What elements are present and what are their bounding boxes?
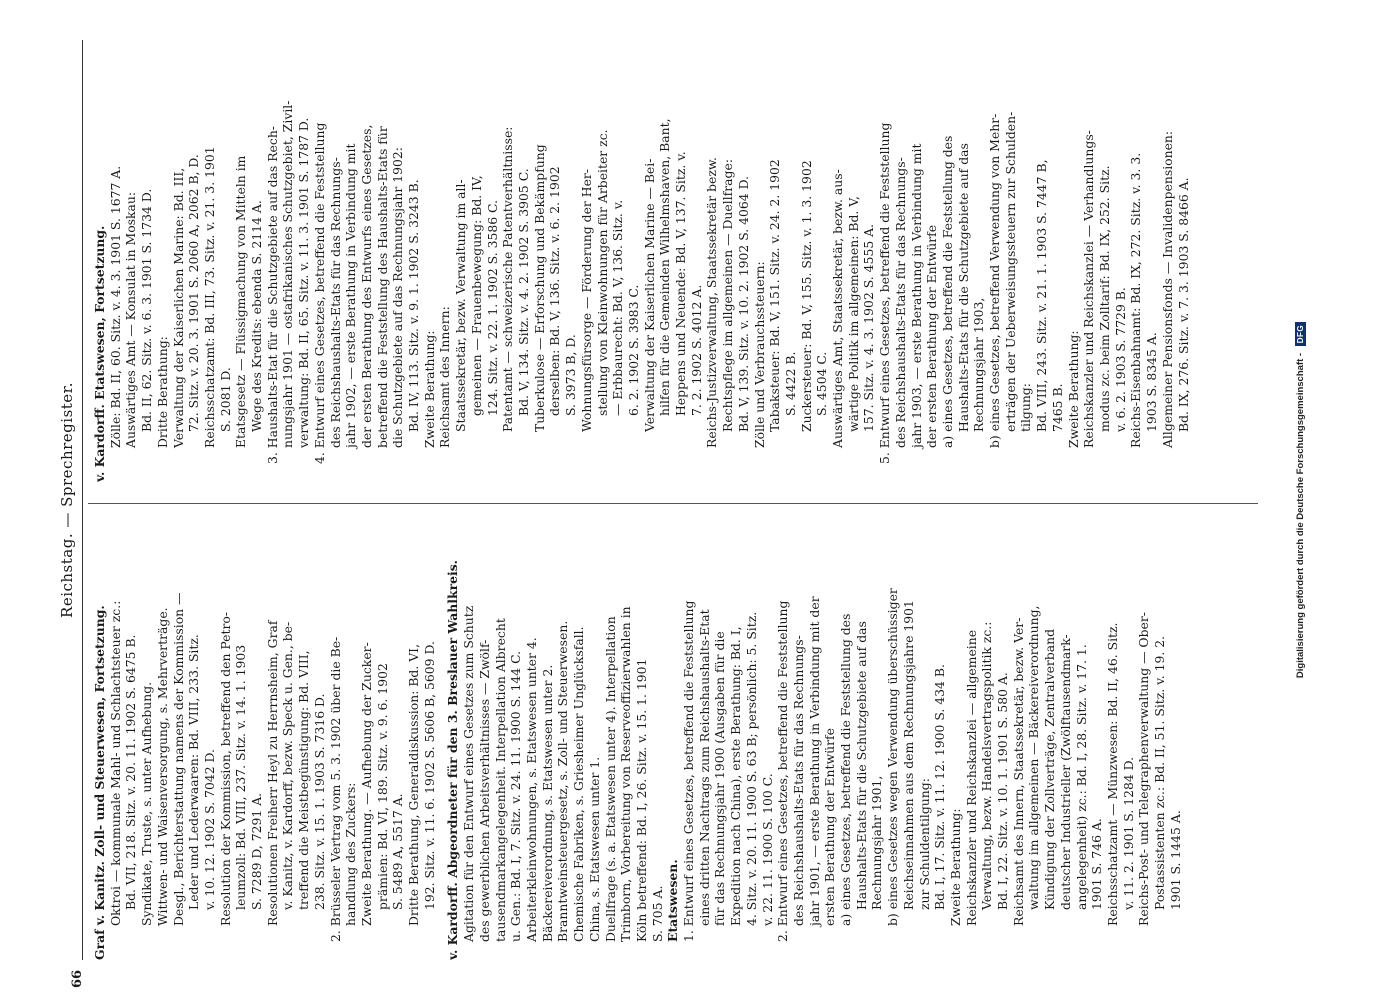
index-line: Etatsgesetz — Flüssigmachung von Mitteln im <box>233 155 249 448</box>
credit-text: Digitalisierung gefördert durch die Deutsche Forschungsgemeinschaft - <box>1295 352 1306 679</box>
index-line: verwaltung: Bd. II, 65. Sitz. v. 11. 3. 1901 S. 1787 D. <box>296 117 312 448</box>
index-line: Kündigung der Zollverträge, Zentralverband <box>1042 628 1058 910</box>
index-line: Duellfrage (s. a. Etatswesen unter 4). Interpellation <box>602 616 618 942</box>
index-line: Rechtspflege im allgemeinen — Duellfrage: <box>720 159 736 432</box>
index-line: Haushalts-Etats für die Schutzgebiete auf das <box>955 143 971 432</box>
index-line: handlung des Zuckers: <box>343 782 359 926</box>
index-line: b) eines Gesetzes wegen Verwendung überschüssiger <box>885 588 901 926</box>
index-line: Bd. IX, 276. Sitz. v. 7. 3. 1903 S. 8466 A. <box>1175 177 1191 432</box>
right-column <box>92 12 1191 482</box>
index-line: Resolution der Kommission, betreffend den Petro- <box>217 611 233 926</box>
index-line: S. 2081 D. <box>217 367 233 432</box>
index-line: S. 4504 C. <box>814 351 830 416</box>
index-line: Graf v. Kanitz. Zoll- und Steuerwesen, Fortsetzung. <box>92 605 107 960</box>
digitization-credit <box>1295 0 1306 1000</box>
index-line: eines dritten Nachtrags zum Reichshaushalts-Etat <box>696 609 712 926</box>
index-line: Reichs-Justizverwaltung, Staatssekretär bezw. <box>704 157 720 448</box>
index-line: 192. Sitz. v. 11. 6. 1902 S. 5606 B, 5609 D. <box>421 641 437 910</box>
index-line: Tabaksteuer: Bd. V, 151. Sitz. v. 24. 2. 1902 <box>767 159 783 432</box>
index-line: Desgl., Berichterstattung namens der Kommission — <box>170 592 186 926</box>
index-line: des Reichshaushalts-Etats für das Rechnungs- <box>327 157 343 448</box>
index-line: stellung von Kleinwohnungen für Arbeiter zc. <box>594 129 610 416</box>
index-line: 1901 S. 1445 A. <box>1167 810 1183 910</box>
index-line: Oktroi — kommunale Mahl- und Schlachtsteuer zc.: <box>107 600 123 926</box>
index-line: Zweite Berathung: <box>1065 330 1081 448</box>
index-line: Postassistenten zc.: Bd. II, 51. Sitz. v. 19. 2. <box>1152 635 1168 910</box>
index-line: Auswärtiges Amt — Konsulat in Moskau: <box>123 191 139 448</box>
index-line: Rechnungsjahr 1903, <box>971 297 987 432</box>
index-line: Bäckereiverordnung, s. Etatswesen unter 2. <box>539 664 555 942</box>
index-line: v. Kardorff. Etatswesen, Fortsetzung. <box>92 225 107 482</box>
index-line: Bd. VIII, 243. Sitz. v. 21. 1. 1903 S. 7447 B, <box>1034 159 1050 432</box>
index-line: 4. Entwurf eines Gesetzes, betreffend die Feststellung <box>311 122 327 464</box>
index-line: Verwaltung, bezw. Handelsvertragspolitik zc.: <box>979 621 995 910</box>
index-line: erträgen der Ueberweisungssteuern zur Schulden- <box>1002 111 1018 432</box>
index-line: Reichseinnahmen aus dem Rechnungsjahre 1901 <box>900 600 916 910</box>
index-line: derselben: Bd. V, 136. Sitz. v. 6. 2. 1902 <box>547 166 563 416</box>
index-line: S. 7289 D, 7291 A. <box>249 792 265 910</box>
index-line: wärtige Politik im allgemeinen: Bd. V, <box>845 196 861 432</box>
index-line: Leder und Lederwaaren: Bd. VIII, 233. Sitz. <box>186 634 202 910</box>
index-line: v. 11. 2. 1901 S. 1284 D. <box>1120 756 1136 910</box>
index-line: jahr 1903, — erste Berathung in Verbindung mit <box>908 143 924 448</box>
index-line: zur Schuldentilgung: <box>916 778 932 910</box>
index-line: Reichs-Post- und Telegraphenverwaltung — Ober- <box>1136 612 1152 926</box>
index-line: Patentamt — schweizerische Patentverhältnisse: <box>500 126 516 432</box>
index-line: 7. 2. 1902 S. 4012 A. <box>688 284 704 416</box>
index-line <box>437 490 445 960</box>
index-line: Reichs-Eisenbahnamt: Bd. IX, 272. Sitz. v. 3. 3. <box>1128 152 1144 448</box>
index-line: jahr 1902, — erste Berathung in Verbindung mit <box>343 143 359 448</box>
index-line: 1901 S. 746 A. <box>1089 818 1105 910</box>
page-number: 66 <box>70 969 85 988</box>
index-line: 5. Entwurf eines Gesetzes, betreffend die Feststellung <box>877 122 893 464</box>
index-line: Reichskanzler und Reichskanzlei — allgemeine <box>963 629 979 926</box>
index-line: Köln betreffend: Bd. I, 26. Sitz. v. 15. 1. 1901 <box>633 658 649 942</box>
index-line: Zölle und Verbrauchssteuern: <box>751 261 767 448</box>
index-line: 72. Sitz. v. 20. 3. 1901 S. 2060 A, 2062 B, D. <box>186 154 202 432</box>
index-line: Tuberkulose — Erforschung und Bekämpfung <box>531 144 547 432</box>
index-line: waltung im allgemeinen — Bäckereiverordnung, <box>1026 605 1042 910</box>
index-line: Chemische Fabriken, s. Griesheimer Unglücksfall. <box>571 626 587 942</box>
index-line: Dritte Berathung: <box>154 336 170 448</box>
index-line: Auswärtiges Amt, Staatssekretär, bezw. aus- <box>830 169 846 448</box>
index-line: v. 6. 2. 1903 S. 7729 B. <box>1112 287 1128 432</box>
index-line: Wege des Kredits: ebenda S. 2114 A. <box>249 200 265 432</box>
index-line: u. Gen.: Bd. I, 7. Sitz. v. 24. 11. 1900 S. 144 C. <box>508 650 524 942</box>
index-line: nungsjahr 1901 — ostafrikanisches Schutzgebiet, Zivil- <box>280 100 296 448</box>
index-line: Bd. IV, 113. Sitz. v. 9. 1. 1902 S. 3243 B. <box>406 179 422 432</box>
index-line: Branntweinsteuergesetz, s. Zoll- und Steuerwesen. <box>555 620 571 942</box>
index-line: Trimborn, Vorbereitung von Reserveoffizierwahlen in <box>618 606 634 942</box>
index-line: v. Kardorff. Abgeordneter für den 3. Breslauer Wahlkreis. <box>445 560 461 960</box>
index-line: der ersten Berathung des Entwurfs eines Gesetzes, <box>358 124 374 448</box>
index-line: Bd. V, 134. Sitz. v. 4. 2. 1902 S. 3905 C. <box>515 168 531 416</box>
index-line: China, s. Etatswesen unter 1. <box>586 756 602 942</box>
index-line: Bd. VII, 218. Sitz. v. 20. 11. 1902 S. 6475 B. <box>123 634 139 910</box>
header-rule <box>82 40 83 960</box>
index-line: b) eines Gesetzes, betreffend Verwendung von Mehr- <box>987 113 1003 448</box>
index-line: — Erbbaurecht: Bd. V, 136. Sitz. v. <box>610 199 626 416</box>
index-line: hilfen für die Gemeinden Wilhelmshaven, Bant, <box>657 118 673 416</box>
index-line: 124. Sitz. v. 22. 1. 1902 S. 3586 C. <box>484 199 500 416</box>
index-line: Syndikate, Truste, s. unter Aufhebung. <box>139 681 155 926</box>
index-line: Bd. V, 139. Sitz. v. 10. 2. 1902 S. 4064 D. <box>735 175 751 432</box>
index-line: Arbeiterkleinwohnungen, s. Etatswesen unter 4. <box>523 637 539 942</box>
index-line: Zölle: Bd. II, 60. Sitz. v. 4. 3. 1901 S. 1677 A. <box>107 165 123 448</box>
index-line: prämien: Bd. VI, 189. Sitz. v. 9. 6. 1902 <box>374 663 390 910</box>
index-line: tausendmarkangelegenheit. Interpellation Albrecht <box>492 618 508 942</box>
left-column <box>92 490 1184 960</box>
index-line: Zweite Berathung: <box>947 808 963 926</box>
index-line: 6. 2. 1902 S. 3983 C. <box>625 284 641 416</box>
index-line: 4. Sitz. v. 20. 11. 1900 S. 63 B; persönlich: 5. Sitz. <box>743 611 759 926</box>
index-line: des gewerblichen Arbeitsverhältnisses — Zwölf- <box>476 639 492 942</box>
index-line: tilgung: <box>1018 383 1034 432</box>
index-line: betreffend die Feststellung des Haushalts-Etats für <box>374 126 390 448</box>
index-line: S. 4422 B. <box>782 351 798 416</box>
index-line: a) eines Gesetzes, betreffend die Feststellung des <box>838 613 854 926</box>
index-line: Verwaltung der Kaiserlichen Marine — Bei- <box>641 158 657 432</box>
index-line: Zuckersteuer: Bd. V, 155. Sitz. v. 1. 3. 1902 <box>798 160 814 432</box>
index-line: 2. Brüsseler Vertrag vom 5. 3. 1902 über die Be- <box>327 636 343 942</box>
index-line: 157. Sitz. v. 4. 3. 1902 S. 4555 A. <box>861 223 877 432</box>
index-line: Reichsschatzamt: Bd. III, 73. Sitz. v. 21. 3. 1901 <box>201 146 217 448</box>
index-line: angelegenheit) zc.: Bd. I, 28. Sitz. v. 17. 1. <box>1073 644 1089 910</box>
index-line: Resolutionen Freiherr Heyl zu Herrnsheim, Graf <box>264 620 280 926</box>
index-line: Reichsschatzamt — Münzwesen: Bd. II, 46. Sitz. <box>1105 622 1120 926</box>
index-line: a) eines Gesetzes, betreffend die Feststellung des <box>939 135 955 448</box>
index-line: des Reichshaushalts-Etats für das Rechnungs- <box>892 157 908 448</box>
index-line: Reichsamt des Innern: <box>437 306 453 448</box>
index-line: Heppens und Neuende: Bd. V, 137. Sitz. v. <box>673 151 689 416</box>
index-line: 1. Entwurf eines Gesetzes, betreffend die Feststellung <box>681 600 697 942</box>
index-line: Etatswesen. <box>665 859 681 942</box>
index-line: Reichskanzler und Reichskanzlei — Verhandlungs- <box>1081 130 1097 448</box>
index-line: 2. Entwurf eines Gesetzes, betreffend die Feststellung <box>775 600 791 942</box>
index-line: für das Rechnungsjahr 1900 (Ausgaben für die <box>712 631 728 926</box>
index-line: jahr 1901, — erste Berathung in Verbindung mit der <box>806 596 822 926</box>
index-line: Bd. I, 22. Sitz. v. 10. 1. 1901 S. 580 A. <box>995 672 1011 910</box>
index-line: Expedition nach China), erste Berathung: Bd. I, <box>728 626 744 926</box>
index-line: 3. Haushalts-Etat für die Schutzgebiete auf das Rech- <box>264 126 280 464</box>
index-line: Allgemeiner Pensionsfonds — Invalidenpensionen: <box>1159 130 1175 448</box>
index-line: Staatssekretär, bezw. Verwaltung im all- <box>453 179 469 432</box>
index-line: Wittwen- und Waisenversorgung, s. Mehrverträge. <box>154 607 170 926</box>
index-line: Wohnungsfürsorge — Förderung der Her- <box>578 168 594 432</box>
index-line: v. 22. 11. 1900 S. 100 C. <box>759 773 775 926</box>
running-head: Reichstag. — Sprechregister. <box>58 382 76 618</box>
index-line: Bd. I, 17. Sitz. v. 11. 12. 1900 S. 434 B. <box>932 664 948 910</box>
index-line: v. Kanitz, v. Kardorff, bezw. Speck u. Gen., be- <box>280 621 296 910</box>
index-line: Zweite Berathung: <box>421 330 437 448</box>
column-divider <box>88 503 1258 504</box>
index-line: deutscher Industrieller (Zwölftausendmark- <box>1057 634 1073 910</box>
index-line: die Schutzgebiete auf das Rechnungsjahr 1902: <box>390 147 406 448</box>
index-line: Bd. II, 62. Sitz. v. 6. 3. 1901 S. 1734 D. <box>139 188 155 432</box>
index-line: Zweite Berathung. — Aufhebung der Zucker- <box>358 642 374 926</box>
index-line: ersten Berathung der Entwürfe <box>822 728 838 926</box>
index-line: Dritte Berathung, Generaldiskussion: Bd. VI, <box>406 643 422 926</box>
index-line: modus zc. beim Zolltarif: Bd. IX, 252. Sitz. <box>1097 165 1112 432</box>
index-line: 7465 B. <box>1049 383 1065 432</box>
index-line: des Reichshaushalts-Etats für das Rechnungs- <box>790 635 806 926</box>
index-line: Rechnungsjahr 1901, <box>869 775 885 910</box>
index-line: S. 3973 B, D. <box>563 334 579 416</box>
index-line: v. 10. 12. 1902 S. 7042 D. <box>201 749 217 910</box>
index-line: Reichsamt des Innern, Staatssekretär, bezw. Ver- <box>1010 617 1026 926</box>
dfg-logo: DFG <box>1295 322 1306 346</box>
index-line: Haushalts-Etats für die Schutzgebiete auf das <box>853 621 869 910</box>
index-line: Verwaltung der Kaiserlichen Marine: Bd. III, <box>170 167 186 448</box>
index-line: 1903 S. 8345 A. <box>1144 332 1160 432</box>
index-line: gemeinen — Frauenbewegung: Bd. IV, <box>468 175 484 416</box>
index-line: Agitation für den Entwurf eines Gesetzes zum Schutz <box>461 605 477 942</box>
index-line: treffend die Meistbegünstigung: Bd. VIII, <box>296 650 312 910</box>
index-line: S. 705 A. <box>649 885 665 942</box>
index-line: der ersten Berathung der Entwürfe <box>924 224 940 448</box>
index-line: leumzoll: Bd. VIII, 237. Sitz. v. 14. 1. 1903 <box>233 644 249 910</box>
index-line: S. 5489 A, 5517 A. <box>390 793 406 910</box>
index-line: 238. Sitz. v. 15. 1. 1903 S. 7316 D. <box>311 693 327 910</box>
